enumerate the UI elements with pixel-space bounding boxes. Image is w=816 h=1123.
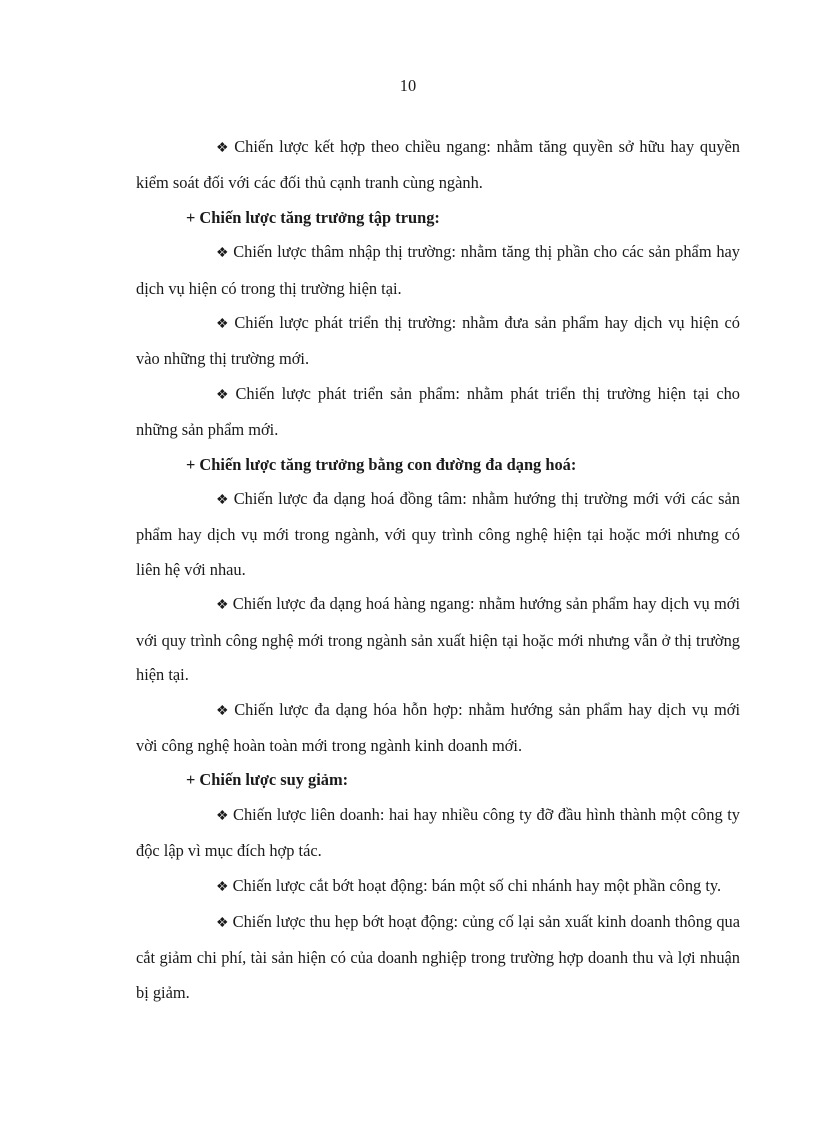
paragraph-horizontal-integration: ❖ Chiến lược kết hợp theo chiều ngang: nhằm tăng quyền sở hữu hay quyền kiểm soát đối với các đối thủ cạnh tranh cùng ngành.: [136, 137, 740, 193]
diamond-bullet-icon: ❖: [216, 493, 230, 509]
diamond-bullet-icon: ❖: [216, 915, 229, 931]
paragraph-joint-venture: ❖ Chiến lược liên doanh: hai hay nhiều công ty đỡ đầu hình thành một công ty độc lập vì mục đích hợp tác.: [136, 804, 740, 861]
paragraph-retrenchment-operations: ❖ Chiến lược thu hẹp bớt hoạt động: củng cố lại sản xuất kinh doanh thông qua cắt giảm chi phí, tài sản hiện có của doanh nghiệp trong trường hợp doanh thu và lợi nhuận bị giảm.: [136, 911, 740, 1002]
diamond-bullet-icon: ❖: [216, 879, 229, 895]
diamond-bullet-icon: ❖: [216, 246, 230, 262]
diamond-bullet-icon: ❖: [216, 317, 231, 333]
diamond-bullet-icon: ❖: [216, 387, 232, 403]
paragraph-divestment: ❖ Chiến lược cắt bớt hoạt động: bán một số chi nhánh hay một phần công ty.: [216, 875, 722, 895]
paragraph-market-development: ❖ Chiến lược phát triển thị trường: nhằm đưa sản phẩm hay dịch vụ hiện có vào những thị trường mới.: [136, 313, 740, 369]
diamond-bullet-icon: ❖: [216, 598, 229, 614]
paragraph-conglomerate-diversification: ❖ Chiến lược đa dạng hóa hỗn hợp: nhằm hướng sản phẩm hay dịch vụ mới vời công nghệ hoàn toàn mới trong ngành kinh doanh mới.: [136, 699, 741, 755]
page-content: [136, 130, 740, 1010]
heading-diversification-growth: + Chiến lược tăng trưởng bằng con đường đa dạng hoá:: [186, 454, 577, 474]
paragraph-horizontal-diversification: ❖ Chiến lược đa dạng hoá hàng ngang: nhằm hướng sản phẩm hay dịch vụ mới với quy trình công nghệ mới trong ngành sản xuất hiện tại hoặc mới nhưng vẫn ở thị trường hiện tại.: [136, 594, 740, 685]
diamond-bullet-icon: ❖: [216, 703, 231, 719]
paragraph-market-penetration: ❖ Chiến lược thâm nhập thị trường: nhằm tăng thị phần cho các sản phẩm hay dịch vụ hiện có trong thị trường hiện tại.: [136, 242, 740, 298]
page-number: 10: [399, 76, 417, 95]
paragraph-concentric-diversification: ❖ Chiến lược đa dạng hoá đồng tâm: nhằm hướng thị trường mới với các sản phẩm hay dịch vụ mới trong ngành, với quy trình công nghệ hiện tại hoặc mới nhưng có liên hệ với nhau.: [136, 489, 740, 579]
diamond-bullet-icon: ❖: [216, 141, 231, 156]
diamond-bullet-icon: ❖: [216, 808, 230, 824]
heading-retrenchment: + Chiến lược suy giảm:: [186, 770, 349, 790]
paragraph-product-development: ❖ Chiến lược phát triển sản phẩm: nhằm phát triển thị trường hiện tại cho những sản phẩm mới.: [136, 383, 740, 440]
heading-concentrated-growth: + Chiến lược tăng trưởng tập trung:: [186, 207, 440, 227]
